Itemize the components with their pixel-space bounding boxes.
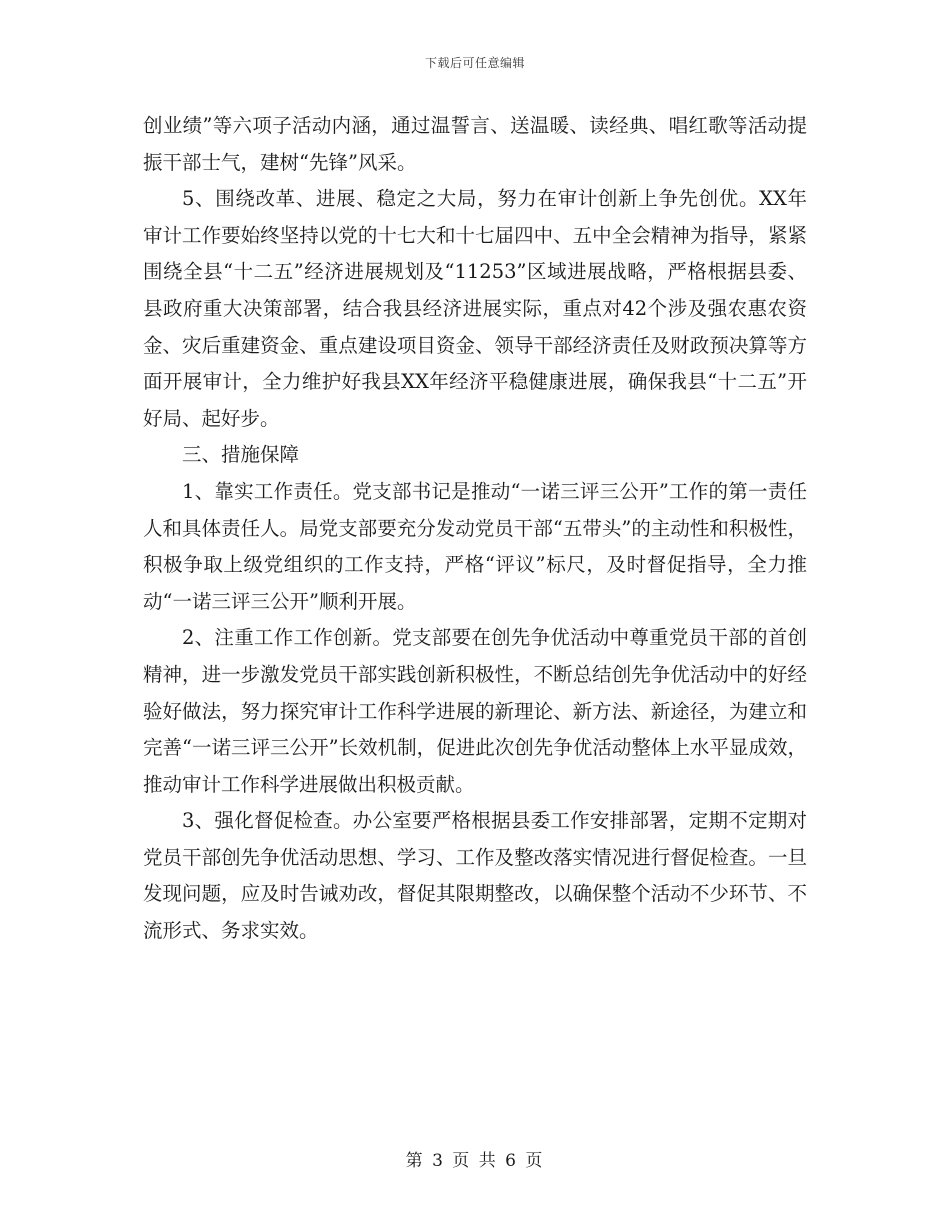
paragraph-measure-3: 3、强化督促检查。办公室要严格根据县委工作安排部署，定期不定期对党员干部创先争优活动思想、学习、工作及整改落实情况进行督促检查。一旦发现问题，应及时告诫劝改，督促其限期整改，以确保整个活动不少环节、不流形式、务求实效。: [143, 809, 807, 943]
paragraph-1-continuation: 创业绩”等六项子活动内涵，通过温誓言、送温暖、读经典、唱红歌等活动提振干部士气，建树“先锋”风采。: [143, 114, 807, 174]
paragraph-measure-2: 2、注重工作工作创新。党支部要在创先争优活动中尊重党员干部的首创精神，进一步激发党员干部实践创新积极性，不断总结创先争优活动中的好经验好做法，努力探究审计工作科学进展的新理论、新方法、新途径，为建立和完善“一诺三评三公开”长效机制，促进此次创先争优活动整体上水平显成效，推动审计工作科学进展做出积极贡献。: [143, 626, 807, 796]
paragraph-item-5: 5、围绕改革、进展、稳定之大局，努力在审计创新上争先创优。XX年审计工作要始终坚持以党的十七大和十七届四中、五中全会精神为指导，紧紧围绕全县“十二五”经济进展规划及“11253”区域进展战略，严格根据县委、县政府重大决策部署，结合我县经济进展实际，重点对42个涉及强农惠农资金、灾后重建资金、重点建设项目资金、领导干部经济责任及财政预决算等方面开展审计，全力维护好我县XX年经济平稳健康进展，确保我县“十二五”开好局、起好步。: [143, 187, 807, 430]
section-heading-measures: 三、措施保障: [182, 443, 300, 467]
document-body: [143, 108, 807, 1008]
page-header: 下载后可任意编辑: [424, 56, 525, 70]
paragraph-measure-1: 1、靠实工作责任。党支部书记是推动“一诺三评三公开”工作的第一责任人和具体责任人。局党支部要充分发动党员干部“五带头”的主动性和积极性，积极争取上级党组织的工作支持，严格“评议”标尺，及时督促指导，全力推动“一诺三评三公开”顺利开展。: [143, 479, 807, 613]
page-number-footer: 第 3 页 共 6 页: [405, 1151, 545, 1171]
